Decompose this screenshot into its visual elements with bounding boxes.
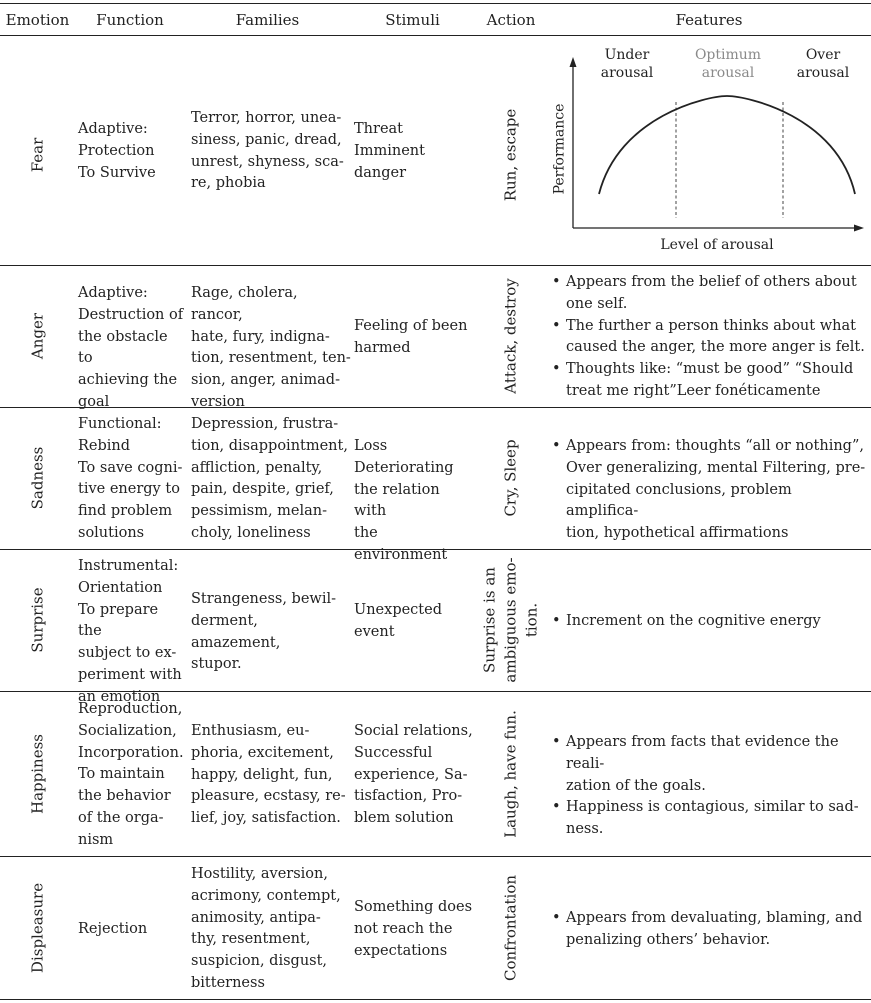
feature-bullet: • Happiness is contagious, similar to sad- ness.: [552, 797, 867, 841]
fear-arousal-chart: [547, 36, 871, 265]
chart-plot: [547, 36, 871, 265]
families-cell: Depression, frustra- tion, disappointment, affliction, penalty, pain, despite, grief, pessimism, melan- choly, loneliness: [191, 416, 348, 541]
families-cell: Enthusiasm, eu- phoria, excitement, happy, delight, fun, pleasure, ecstasy, re- lief, joy, satisfaction.: [191, 723, 346, 827]
families-cell: Strangeness, bewil- derment, amazement, stupor.: [191, 591, 337, 673]
action-label: Confrontation: [501, 874, 520, 982]
families-cell: Terror, horror, unea- siness, panic, dread, unrest, shyness, sca- re, phobia: [191, 110, 344, 192]
stimuli-cell: Feeling of been harmed: [354, 318, 468, 356]
header-action: Action: [486, 11, 536, 29]
feature-bullet: • Appears from facts that evidence the reali- zation of the goals.: [552, 732, 867, 797]
emotion-label: Fear: [28, 137, 47, 173]
header-function: Function: [96, 11, 164, 29]
stimuli-cell: Something does not reach the expectations: [354, 899, 473, 959]
families-cell: Hostility, aversion, acrimony, contempt, animosity, antipa- thy, resentment, suspicion, disgust, bitterness: [191, 866, 341, 991]
function-cell: Reproduction, Socialization, Incorporation. To maintain the behavior of the orga- nism: [78, 701, 184, 848]
header-emotion: Emotion: [5, 11, 70, 29]
emotion-label: Happiness: [28, 734, 47, 814]
emotion-label: Displeasure: [28, 882, 47, 974]
emotion-label: Surprise: [28, 587, 47, 653]
table-bottom-rule: [0, 999, 871, 1000]
emotion-label: Sadness: [28, 446, 47, 510]
features-cell: [552, 611, 867, 633]
action-label: Run, escape: [501, 108, 520, 202]
feature-bullet: • Increment on the cognitive energy: [552, 611, 867, 633]
row-divider: [0, 856, 871, 857]
stimuli-cell: Threat Imminent danger: [354, 121, 425, 181]
feature-bullet: • Appears from devaluating, blaming, and penalizing others’ behavior.: [552, 908, 867, 952]
features-cell: [552, 908, 867, 952]
features-cell: [552, 272, 867, 403]
function-cell: Adaptive: Destruction of the obstacle to achieving the goal: [78, 285, 184, 410]
stimuli-cell: Loss Deteriorating the relation with the environment: [354, 438, 454, 563]
feature-bullet: • Appears from the belief of others about one self.: [552, 272, 867, 316]
region-label-over: Over arousal: [796, 47, 850, 81]
function-cell: Adaptive: Protection To Survive: [78, 121, 156, 181]
performance-curve: [599, 96, 855, 194]
action-label: Surprise is an ambiguous emo- tion.: [480, 557, 541, 683]
header-families: Families: [235, 11, 300, 29]
y-axis-arrow: [570, 57, 577, 67]
feature-bullet: • Appears from: thoughts “all or nothing”, Over generalizing, mental Filtering, pre- cipitated conclusions, problem amplifica- tion, hypothetical affirmations: [552, 436, 867, 545]
features-cell: [552, 732, 867, 841]
header-features: Features: [675, 11, 743, 29]
x-axis-arrow: [854, 225, 864, 232]
function-cell: Functional: Rebind To save cogni- tive energy to find problem solutions: [78, 416, 183, 541]
stimuli-cell: Unexpected event: [354, 602, 442, 640]
feature-bullet: • The further a person thinks about what caused the anger, the more anger is felt.: [552, 316, 867, 360]
function-cell: Instrumental: Orientation To prepare the subject to ex- periment with an emotion: [78, 558, 182, 705]
row-divider: [0, 265, 871, 266]
y-axis-label: Performance: [551, 103, 568, 195]
region-label-under: Under arousal: [600, 47, 654, 81]
action-label: Laugh, have fun.: [501, 710, 520, 838]
features-cell: [552, 436, 867, 545]
stimuli-cell: Social relations, Successful experience, Sa- tisfaction, Pro- blem solution: [354, 723, 473, 827]
table-top-rule: [0, 3, 871, 4]
action-label: Attack, destroy: [501, 278, 520, 394]
emotion-label: Anger: [28, 312, 47, 360]
feature-bullet: • Thoughts like: “must be good” “Should treat me right”Leer fonéticamente: [552, 359, 867, 403]
families-cell: Rage, cholera, rancor, hate, fury, indigna- tion, resentment, ten- sion, anger, animad- version: [191, 285, 351, 410]
header-stimuli: Stimuli: [385, 11, 440, 29]
function-cell: Rejection: [78, 921, 148, 937]
region-label-optimum: Optimum arousal: [694, 47, 762, 81]
action-label: Cry, Sleep: [501, 439, 520, 517]
x-axis-label: Level of arousal: [660, 237, 774, 253]
